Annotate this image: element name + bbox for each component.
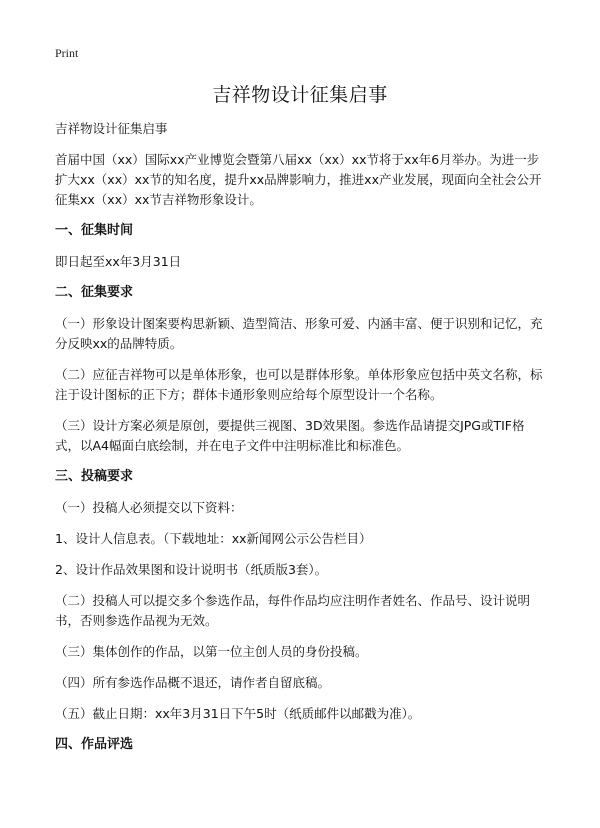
requirement-item: （二）应征吉祥物可以是单体形象，也可以是群体形象。单体形象应包括中英文名称，标注于设计图标的正下方；群体卡通形象则应给每个原型设计一个名称。 (55, 367, 543, 402)
submission-item: （二）投稿人可以提交多个参选作品，每件作品均应注明作者姓名、作品号、设计说明书，否则参选作品视为无效。 (55, 593, 531, 628)
requirement-item: （三）设计方案必须是原创，要提供三视图、3D效果图。参选作品请提交JPG或TIF格式，以A4幅面白底绘制，并在电子文件中注明标准比和标准色。 (55, 418, 525, 453)
submission-item: （三）集体创作的作品，以第一位主创人员的身份投稿。 (55, 644, 368, 659)
collection-time-text: 即日起至xx年3月31日 (55, 254, 182, 269)
submission-item: （四）所有参选作品概不退还，请作者自留底稿。 (55, 675, 331, 690)
submission-item: （一）投稿人必须提交以下资料： (55, 500, 243, 515)
page-title: 吉祥物设计征集启事 (212, 84, 388, 106)
print-link[interactable]: Print (55, 46, 79, 60)
section-heading-submission: 三、投稿要求 (55, 469, 134, 484)
section-heading-evaluation: 四、作品评选 (55, 737, 134, 752)
submission-item: 2、设计作品效果图和设计说明书（纸质版3套）。 (55, 562, 328, 577)
section-heading-requirements: 二、征集要求 (55, 285, 134, 300)
submission-item: （五）截止日期：xx年3月31日下午5时（纸质邮件以邮戳为准）。 (55, 706, 421, 721)
document-subtitle: 吉祥物设计征集启事 (55, 121, 168, 136)
section-heading-collection-time: 一、征集时间 (55, 223, 134, 238)
intro-paragraph: 首届中国（xx）国际xx产业博览会暨第八届xx（xx）xx节将于xx年6月举办。为进一步扩大xx（xx）xx节的知名度，提升xx品牌影响力，推进xx产业发展，现面向全社会公开征集xx（xx）xx节吉祥物形象设计。 (55, 152, 542, 207)
requirement-item: （一）形象设计图案要构思新颖、造型简洁、形象可爱、内涵丰富、便于识别和记忆，充分反映xx的品牌特质。 (55, 316, 543, 351)
document-body (55, 119, 545, 766)
submission-item: 1、设计人信息表。（下载地址：xx新闻网公示公告栏目） (55, 531, 372, 546)
